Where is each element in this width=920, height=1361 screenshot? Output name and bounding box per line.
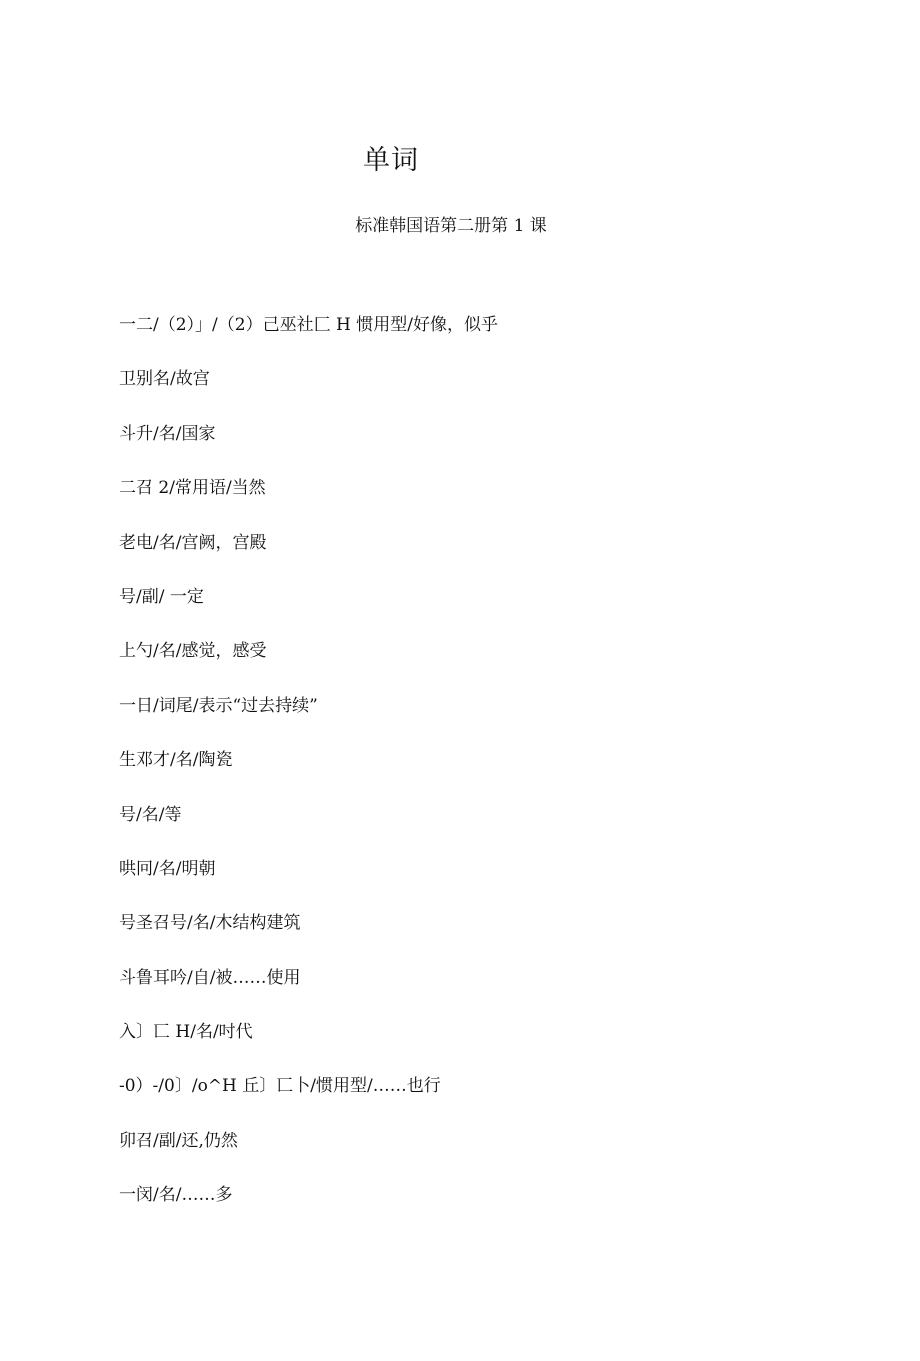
page-subtitle: 标准韩国语第二册第 1 课 (355, 216, 547, 236)
vocabulary-list (119, 311, 498, 1236)
vocab-entry: 生邓才/名/陶瓷 (119, 750, 233, 771)
page-title: 单词 (363, 145, 419, 176)
vocab-entry: 一日/词尾/表示“过去持续” (119, 695, 318, 716)
vocab-entry: 哄冋/名/明朝 (119, 858, 216, 879)
vocab-entry: 老电/名/宫阙，宫殿 (119, 532, 267, 553)
vocab-entry: 入〕匸 H/名/吋代 (119, 1022, 253, 1043)
vocab-entry: 一二/（2）」/（2）己巫社匚 H 惯用型/好像，似乎 (119, 315, 498, 335)
vocab-entry: 一闵/名/……多 (119, 1185, 233, 1206)
vocab-entry: 斗升/名/国家 (119, 423, 216, 444)
vocab-entry: 号圣召号/名/木结构建筑 (119, 913, 301, 934)
vocab-entry: 二召 2/常用语/当然 (119, 478, 266, 499)
vocab-entry: 号/名/等 (119, 804, 182, 825)
vocab-entry: 卯召/副/还,仍然 (119, 1130, 238, 1151)
vocab-entry: 卫别名/故宫 (119, 369, 210, 390)
vocab-entry: -0）-/0〕/o^H 丘〕匸卜/惯用型/……也行 (119, 1076, 441, 1097)
vocab-entry: 号/副/ 一定 (119, 586, 204, 607)
vocab-entry: 斗鲁耳吟/自/被……使用 (119, 967, 301, 988)
vocab-entry: 上勺/名/感觉，感受 (119, 641, 267, 662)
